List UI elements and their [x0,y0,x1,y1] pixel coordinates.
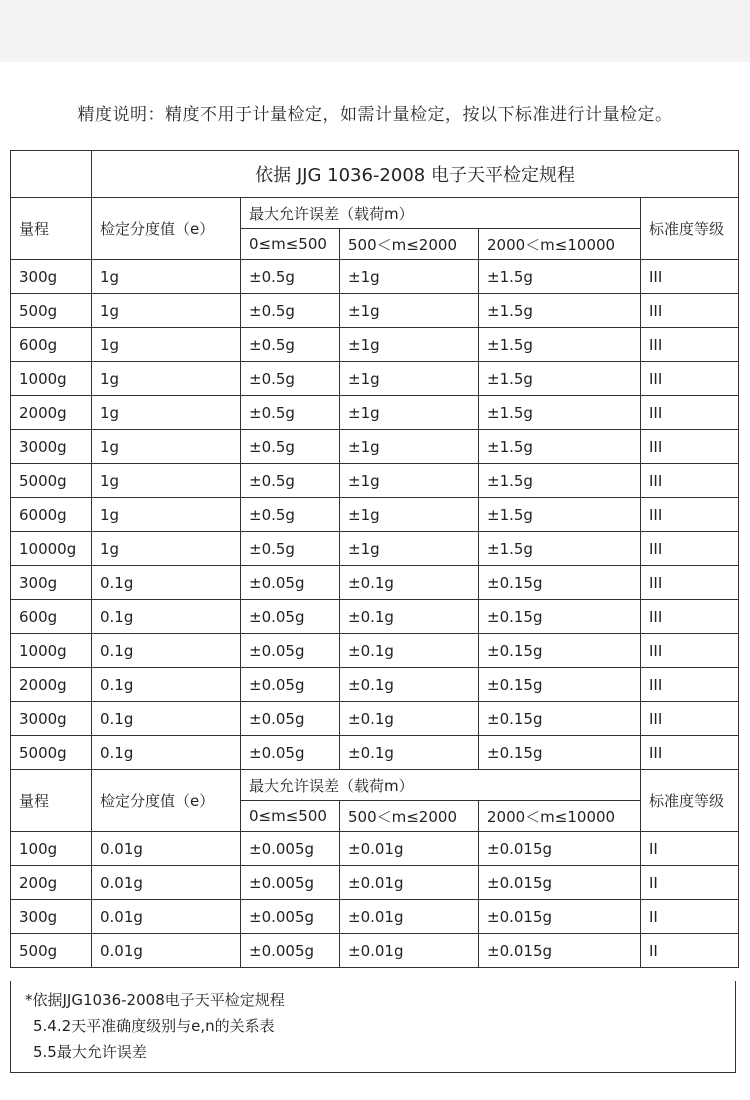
band2-cell: ±1g [340,430,479,464]
band3-cell: ±1.5g [479,328,641,362]
band3-cell: ±1.5g [479,498,641,532]
table-row [11,634,739,668]
band2-cell: ±1g [340,464,479,498]
division-cell: 1g [92,328,241,362]
footnote-line-1: *依据JJG1036-2008电子天平检定规程 [25,991,285,1009]
division-cell: 0.01g [92,900,241,934]
band1-cell: ±0.5g [241,260,340,294]
band2-cell: ±1g [340,260,479,294]
table-row [11,566,739,600]
division-cell: 1g [92,532,241,566]
table-title-row [11,151,739,198]
range-cell: 5000g [11,464,92,498]
grade-cell: II [641,832,739,866]
regulation-basis: 依据 JJG 1036-2008 电子天平检定规程 [92,151,739,198]
grade-cell: III [641,736,739,770]
band2-cell: ±1g [340,396,479,430]
table-row [11,464,739,498]
grade-cell: III [641,498,739,532]
division-cell: 1g [92,362,241,396]
division-cell: 0.1g [92,600,241,634]
band2-cell: ±0.1g [340,736,479,770]
band1-cell: ±0.05g [241,566,340,600]
header-band-2: 500＜m≤2000 [340,229,479,260]
top-band [0,0,750,62]
table-row [11,702,739,736]
range-cell: 1000g [11,634,92,668]
range-cell: 500g [11,934,92,968]
band1-cell: ±0.005g [241,832,340,866]
header-row-1-repeat [11,770,739,801]
range-cell: 3000g [11,702,92,736]
division-cell: 1g [92,294,241,328]
band2-cell: ±0.01g [340,866,479,900]
table-row [11,396,739,430]
title-blank-cell [11,151,92,198]
band2-cell: ±0.01g [340,832,479,866]
division-cell: 1g [92,464,241,498]
band3-cell: ±1.5g [479,362,641,396]
header-band-3: 2000＜m≤10000 [479,801,641,832]
footnote-line-2: 5.4.2天平准确度级别与e,n的关系表 [33,1017,275,1035]
band1-cell: ±0.005g [241,866,340,900]
division-cell: 1g [92,430,241,464]
band2-cell: ±1g [340,294,479,328]
band2-cell: ±0.1g [340,668,479,702]
table-row [11,832,739,866]
band3-cell: ±0.15g [479,736,641,770]
band3-cell: ±1.5g [479,532,641,566]
range-cell: 300g [11,900,92,934]
calibration-table [10,150,739,968]
header-band-2: 500＜m≤2000 [340,801,479,832]
header-row-1 [11,198,739,229]
grade-cell: III [641,634,739,668]
range-cell: 2000g [11,396,92,430]
footnote-box [10,981,736,1073]
band2-cell: ±0.1g [340,702,479,736]
band2-cell: ±1g [340,328,479,362]
grade-cell: III [641,702,739,736]
header-division: 检定分度值（e） [92,770,241,832]
range-cell: 10000g [11,532,92,566]
table-row [11,668,739,702]
band1-cell: ±0.5g [241,396,340,430]
band3-cell: ±0.015g [479,866,641,900]
division-cell: 0.1g [92,702,241,736]
band3-cell: ±0.15g [479,702,641,736]
table-row [11,328,739,362]
band3-cell: ±1.5g [479,396,641,430]
header-mpe: 最大允许误差（载荷m） [241,770,641,801]
grade-cell: III [641,294,739,328]
table-row [11,362,739,396]
footnote-line-3: 5.5最大允许误差 [33,1043,147,1061]
band3-cell: ±1.5g [479,430,641,464]
division-cell: 0.1g [92,736,241,770]
header-grade: 标准度等级 [641,770,739,832]
grade-cell: III [641,260,739,294]
band3-cell: ±0.15g [479,566,641,600]
grade-cell: III [641,430,739,464]
band2-cell: ±0.01g [340,934,479,968]
table-row [11,260,739,294]
range-cell: 500g [11,294,92,328]
grade-cell: III [641,600,739,634]
header-range: 量程 [11,198,92,260]
band3-cell: ±0.15g [479,600,641,634]
band3-cell: ±0.15g [479,634,641,668]
header-grade: 标准度等级 [641,198,739,260]
header-range: 量程 [11,770,92,832]
division-cell: 0.01g [92,832,241,866]
precision-note: 精度说明：精度不用于计量检定，如需计量检定，按以下标准进行计量检定。 [77,105,673,125]
header-division: 检定分度值（e） [92,198,241,260]
table-row [11,430,739,464]
range-cell: 200g [11,866,92,900]
band1-cell: ±0.05g [241,736,340,770]
division-cell: 0.1g [92,566,241,600]
band2-cell: ±1g [340,498,479,532]
band1-cell: ±0.5g [241,498,340,532]
table-row [11,600,739,634]
band1-cell: ±0.5g [241,464,340,498]
table-row [11,294,739,328]
grade-cell: II [641,934,739,968]
band1-cell: ±0.05g [241,702,340,736]
header-band-1: 0≤m≤500 [241,801,340,832]
header-band-3: 2000＜m≤10000 [479,229,641,260]
band3-cell: ±1.5g [479,260,641,294]
range-cell: 300g [11,566,92,600]
grade-cell: III [641,362,739,396]
band3-cell: ±0.15g [479,668,641,702]
range-cell: 2000g [11,668,92,702]
band1-cell: ±0.05g [241,600,340,634]
table-row [11,736,739,770]
band3-cell: ±0.015g [479,934,641,968]
grade-cell: II [641,900,739,934]
division-cell: 0.1g [92,668,241,702]
table-row [11,866,739,900]
division-cell: 1g [92,498,241,532]
range-cell: 1000g [11,362,92,396]
grade-cell: III [641,464,739,498]
band3-cell: ±0.015g [479,900,641,934]
band1-cell: ±0.5g [241,328,340,362]
grade-cell: III [641,668,739,702]
range-cell: 300g [11,260,92,294]
division-cell: 1g [92,260,241,294]
grade-cell: III [641,566,739,600]
grade-cell: III [641,396,739,430]
grade-cell: II [641,866,739,900]
grade-cell: III [641,532,739,566]
range-cell: 600g [11,328,92,362]
band1-cell: ±0.5g [241,294,340,328]
band1-cell: ±0.005g [241,934,340,968]
band2-cell: ±0.1g [340,634,479,668]
table-row [11,498,739,532]
division-cell: 1g [92,396,241,430]
band1-cell: ±0.5g [241,532,340,566]
table-row [11,934,739,968]
range-cell: 600g [11,600,92,634]
band3-cell: ±0.015g [479,832,641,866]
grade-cell: III [641,328,739,362]
header-mpe: 最大允许误差（载荷m） [241,198,641,229]
division-cell: 0.01g [92,934,241,968]
band3-cell: ±1.5g [479,464,641,498]
band1-cell: ±0.5g [241,362,340,396]
band1-cell: ±0.05g [241,634,340,668]
table-row [11,532,739,566]
range-cell: 6000g [11,498,92,532]
band3-cell: ±1.5g [479,294,641,328]
band1-cell: ±0.5g [241,430,340,464]
range-cell: 3000g [11,430,92,464]
band2-cell: ±0.1g [340,566,479,600]
range-cell: 5000g [11,736,92,770]
band2-cell: ±0.1g [340,600,479,634]
table-row [11,900,739,934]
range-cell: 100g [11,832,92,866]
band1-cell: ±0.005g [241,900,340,934]
band2-cell: ±1g [340,362,479,396]
band2-cell: ±0.01g [340,900,479,934]
band1-cell: ±0.05g [241,668,340,702]
band2-cell: ±1g [340,532,479,566]
division-cell: 0.1g [92,634,241,668]
division-cell: 0.01g [92,866,241,900]
header-band-1: 0≤m≤500 [241,229,340,260]
